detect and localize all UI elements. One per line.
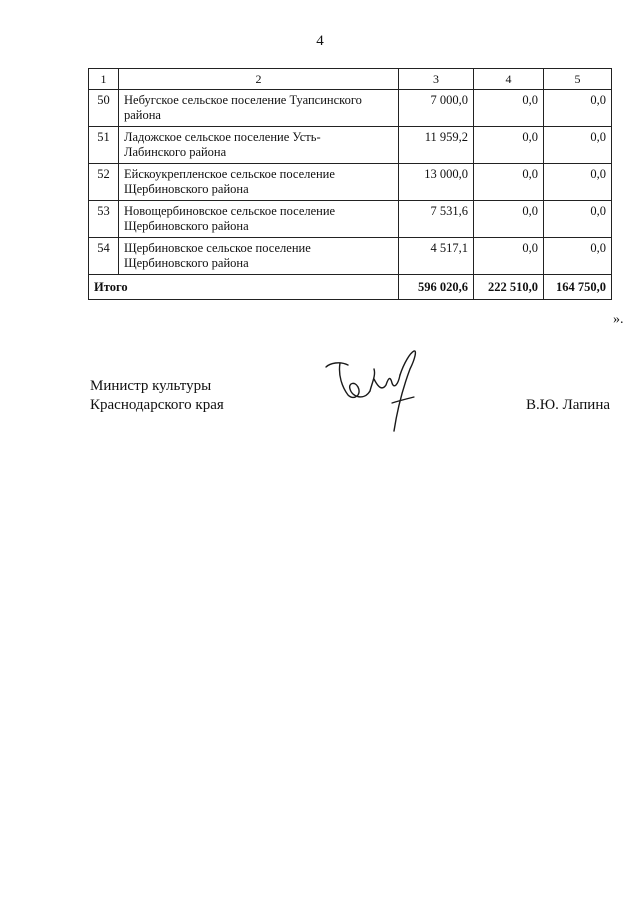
total-row: [89, 275, 612, 300]
column-header: 2: [119, 69, 399, 90]
appendix-table: [88, 68, 612, 300]
value-col-4: 0,0: [474, 127, 544, 164]
settlement-name-line: района: [124, 108, 161, 122]
value-col-5: 0,0: [544, 238, 612, 275]
value-col-5: 0,0: [544, 201, 612, 238]
settlement-name-line: Лабинского района: [124, 145, 227, 159]
settlement-name-line: Новощербиновское сельское поселение: [124, 204, 336, 218]
settlement-name: [119, 201, 399, 238]
table-header-row: [89, 69, 612, 90]
table-row: [89, 127, 612, 164]
column-header: 1: [89, 69, 119, 90]
value-col-3: 7 000,0: [399, 90, 474, 127]
position-line: Краснодарского края: [90, 397, 224, 413]
row-number: 50: [89, 90, 119, 127]
settlement-name: [119, 164, 399, 201]
value-col-3: 7 531,6: [399, 201, 474, 238]
table-row: [89, 201, 612, 238]
settlement-name-line: Небугское сельское поселение Туапсинского: [124, 93, 362, 107]
value-col-3: 4 517,1: [399, 238, 474, 275]
position-line: Министр культуры: [90, 378, 212, 394]
settlement-name: [119, 90, 399, 127]
row-number: 53: [89, 201, 119, 238]
value-col-4: 0,0: [474, 164, 544, 201]
signatory-position: [90, 377, 224, 415]
value-col-5: 0,0: [544, 90, 612, 127]
settlement-name-line: Ейскоукрепленское сельское поселение: [124, 167, 335, 181]
table-row: [89, 238, 612, 275]
page-number: 4: [316, 33, 324, 49]
total-col-3: 596 020,6: [399, 275, 474, 300]
handwritten-signature: [318, 345, 428, 440]
value-col-4: 0,0: [474, 90, 544, 127]
column-header: 5: [544, 69, 612, 90]
settlement-name-line: Ладожское сельское поселение Усть-: [124, 130, 321, 144]
settlement-name-line: Щербиновского района: [124, 256, 249, 270]
settlement-name-line: Щербиновского района: [124, 182, 249, 196]
column-header: 4: [474, 69, 544, 90]
table-row: [89, 90, 612, 127]
total-col-5: 164 750,0: [544, 275, 612, 300]
settlement-name-line: Щербиновского района: [124, 219, 249, 233]
total-col-4: 222 510,0: [474, 275, 544, 300]
signatory-name: В.Ю. Лапина: [525, 397, 610, 413]
value-col-3: 11 959,2: [399, 127, 474, 164]
table-row: [89, 164, 612, 201]
value-col-5: 0,0: [544, 164, 612, 201]
value-col-5: 0,0: [544, 127, 612, 164]
column-header: 3: [399, 69, 474, 90]
value-col-4: 0,0: [474, 238, 544, 275]
settlement-name: [119, 238, 399, 275]
closing-quote: ».: [613, 312, 624, 327]
total-label: Итого: [89, 275, 399, 300]
row-number: 52: [89, 164, 119, 201]
value-col-3: 13 000,0: [399, 164, 474, 201]
value-col-4: 0,0: [474, 201, 544, 238]
settlement-name: [119, 127, 399, 164]
row-number: 54: [89, 238, 119, 275]
settlement-name-line: Щербиновское сельское поселение: [124, 241, 311, 255]
row-number: 51: [89, 127, 119, 164]
